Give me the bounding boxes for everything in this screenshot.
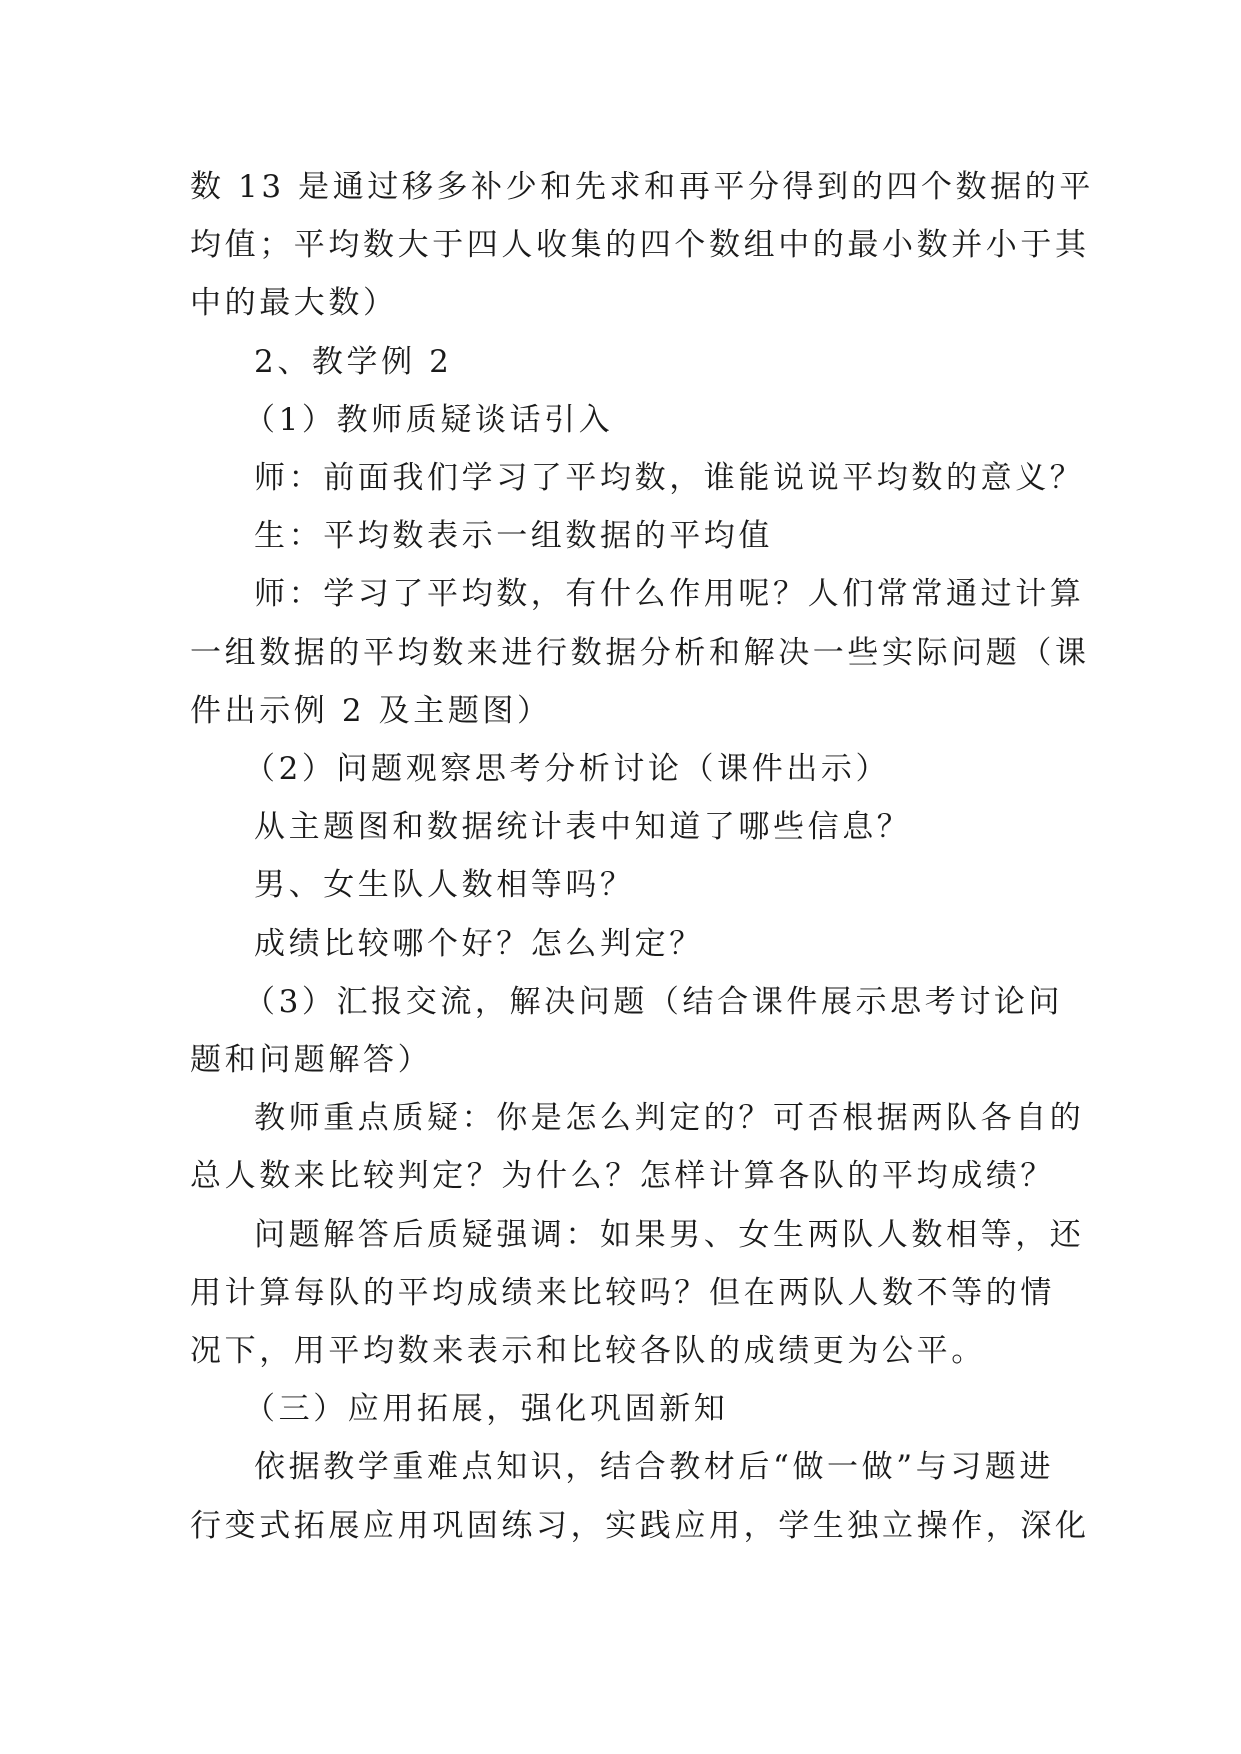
text-line: 用计算每队的平均成绩来比较吗？但在两队人数不等的情 xyxy=(190,1274,1055,1311)
text-line: 男、女生队人数相等吗？ xyxy=(254,867,635,904)
text-line: 行变式拓展应用巩固练习，实践应用，学生独立操作，深化 xyxy=(190,1507,1090,1544)
text-line: 况下，用平均数来表示和比较各队的成绩更为公平。 xyxy=(190,1333,986,1370)
section-heading: （三）应用拓展，强化巩固新知 xyxy=(244,1391,729,1428)
text-line: 件出示例 2 及主题图） xyxy=(190,692,552,729)
text-line: 成绩比较哪个好？怎么判定？ xyxy=(254,925,704,962)
text-line: 从主题图和数据统计表中知道了哪些信息？ xyxy=(254,809,912,846)
text-line: 总人数来比较判定？为什么？怎样计算各队的平均成绩？ xyxy=(190,1158,1055,1195)
text-line: 师：学习了平均数，有什么作用呢？人们常常通过计算 xyxy=(254,576,1085,613)
text-line: 生：平均数表示一组数据的平均值 xyxy=(254,518,773,555)
text-line: 一组数据的平均数来进行数据分析和解决一些实际问题（课 xyxy=(190,634,1090,671)
text-line: 题和问题解答） xyxy=(190,1042,433,1079)
text-line: 数 13 是通过移多补少和先求和再平分得到的四个数据的平 xyxy=(190,169,1094,205)
text-line: 教师重点质疑：你是怎么判定的？可否根据两队各自的 xyxy=(254,1100,1085,1137)
section-heading: 2、教学例 2 xyxy=(254,343,453,380)
subsection-heading: （2）问题观察思考分析讨论（课件出示） xyxy=(244,751,891,788)
text-line: 问题解答后质疑强调：如果男、女生两队人数相等，还 xyxy=(254,1216,1085,1253)
subsection-heading: （3）汇报交流，解决问题（结合课件展示思考讨论问 xyxy=(244,983,1064,1020)
text-line: 师：前面我们学习了平均数，谁能说说平均数的意义？ xyxy=(254,460,1085,497)
text-line: 依据教学重难点知识，结合教材后“做一做”与习题进 xyxy=(254,1449,1055,1486)
text-line: 中的最大数） xyxy=(190,285,398,322)
document-body xyxy=(190,158,1094,1555)
subsection-heading: （1）教师质疑谈话引入 xyxy=(244,401,614,438)
text-line: 均值；平均数大于四人收集的四个数组中的最小数并小于其 xyxy=(190,227,1090,264)
